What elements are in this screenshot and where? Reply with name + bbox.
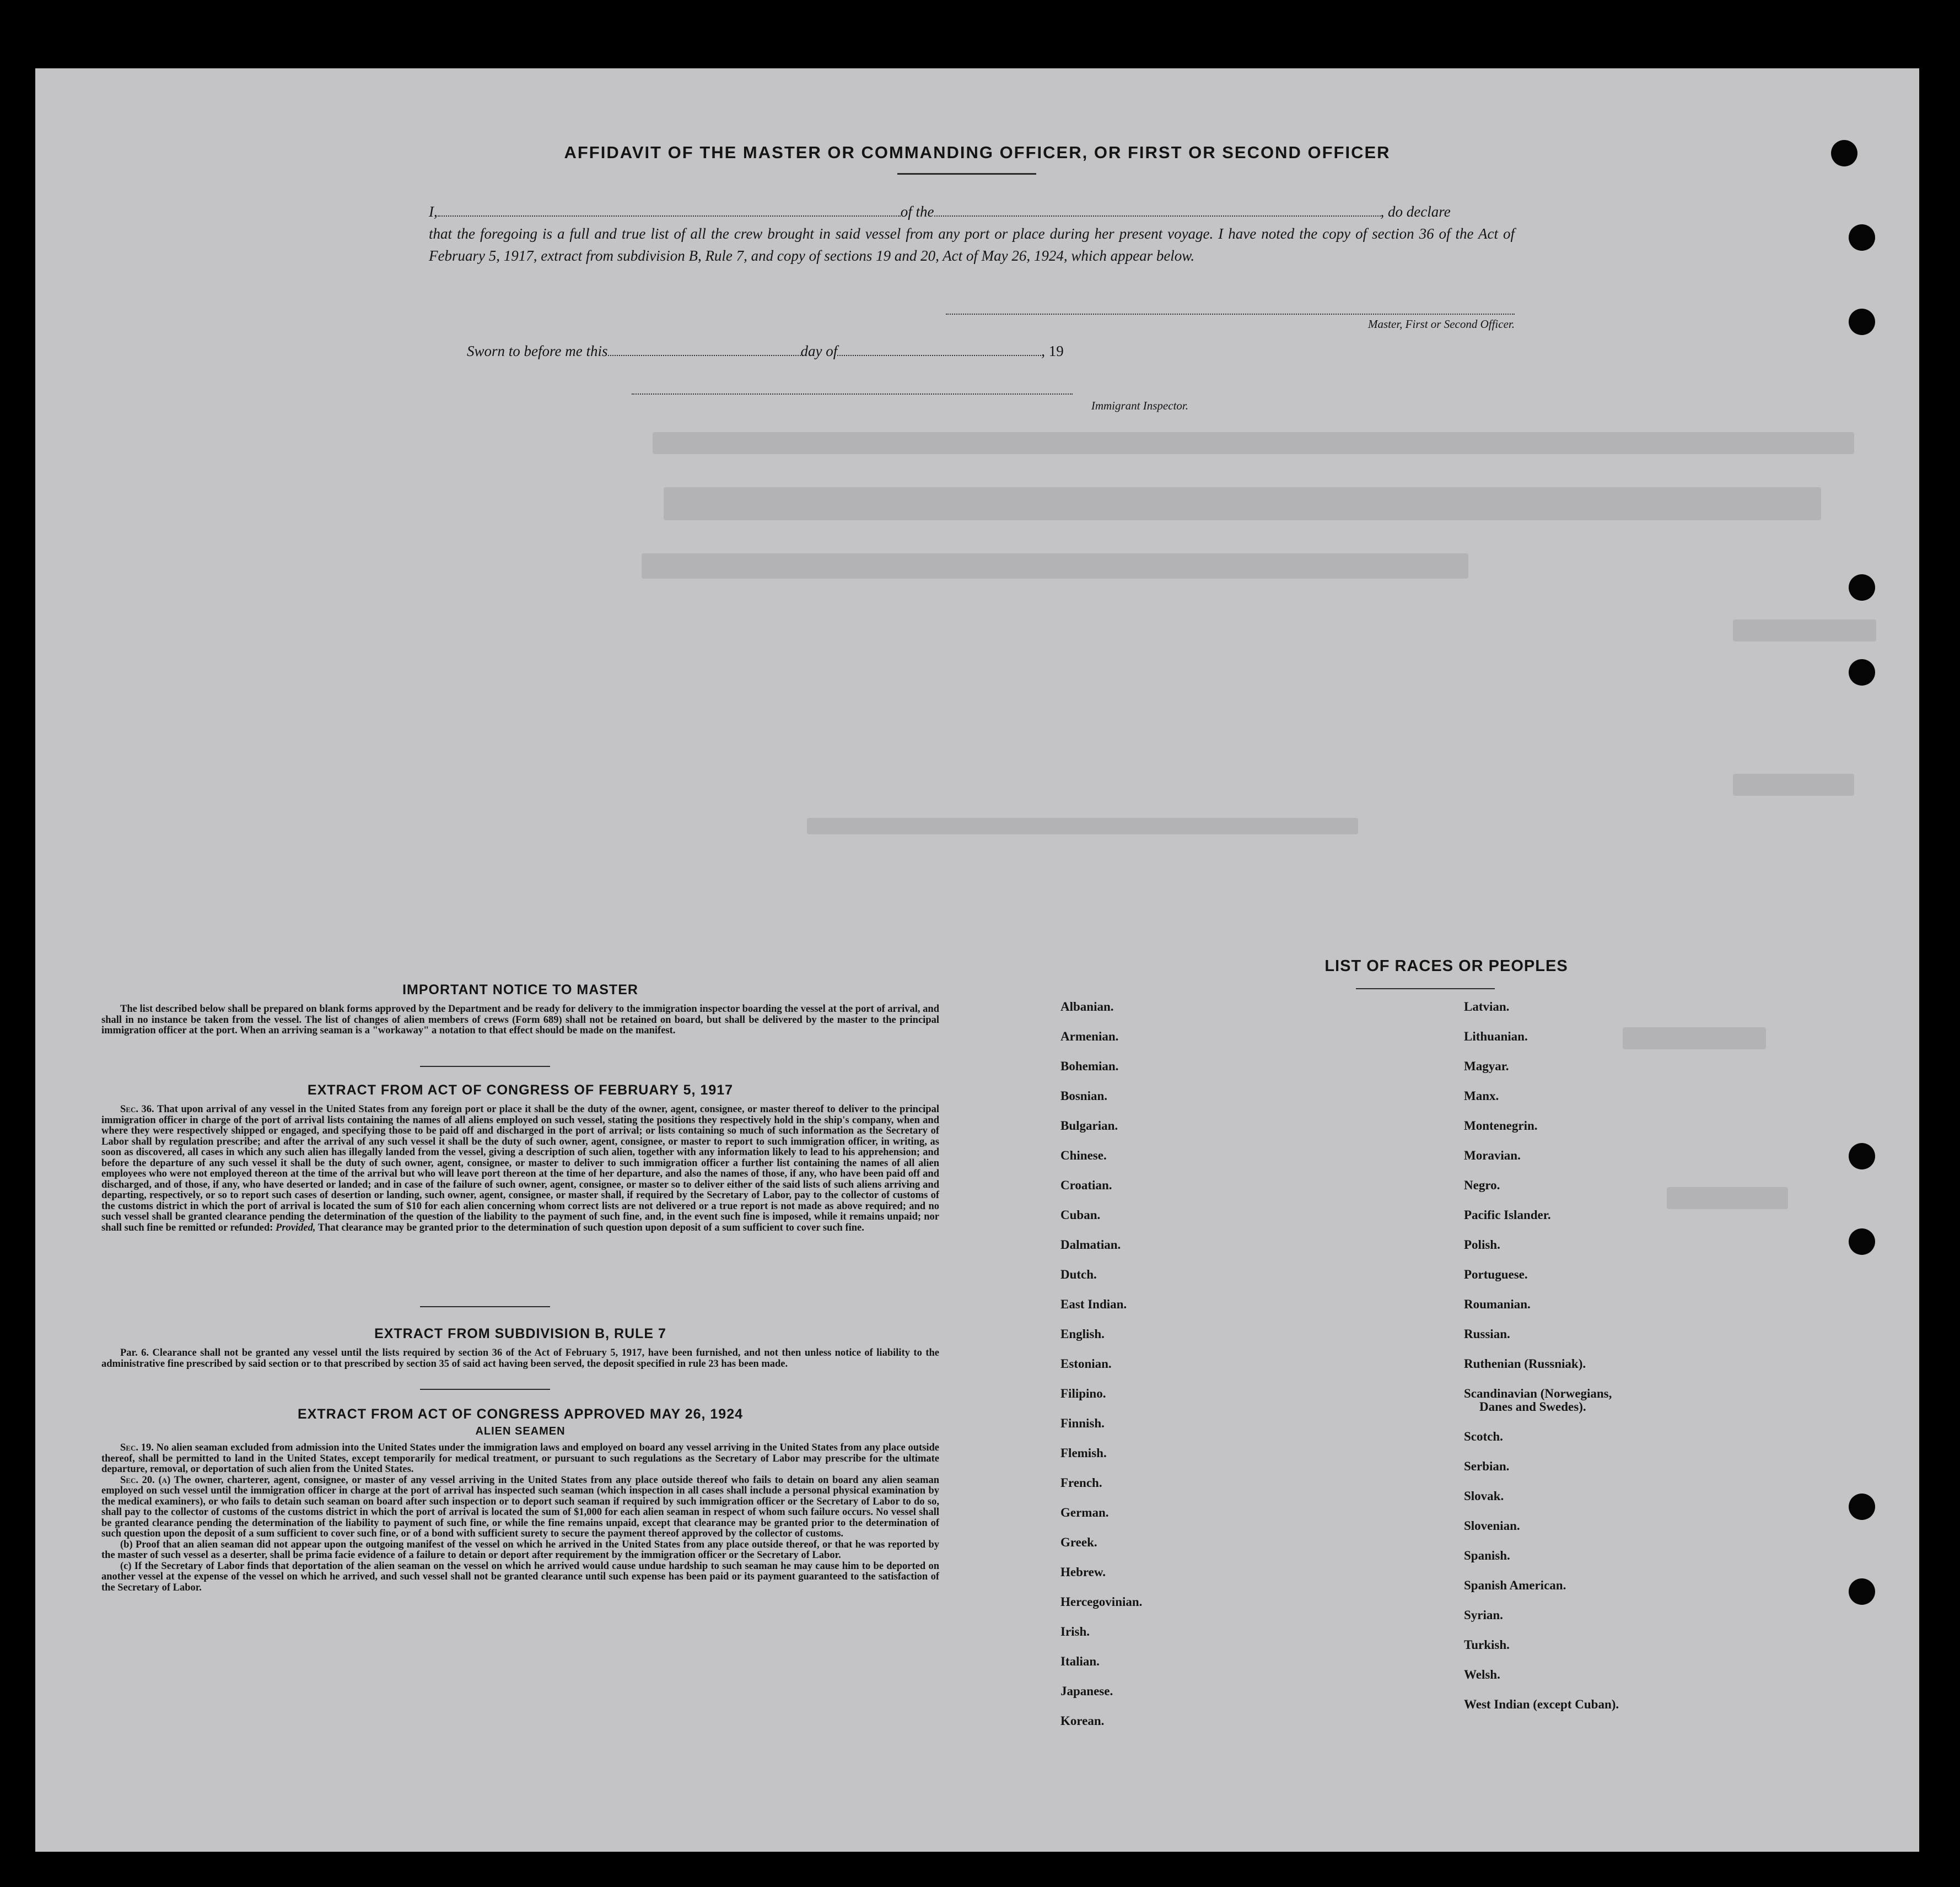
master-signature-line (946, 314, 1515, 315)
punch-hole (1849, 1228, 1875, 1255)
divider (420, 1066, 550, 1067)
section-36-text: That upon arrival of any vessel in the United States from any foreign port or place it shall be the duty of the owner, agent, consignee, or master thereof to deliver to the principal immigration officer in charge of the port of arrival lists containing the names of all aliens employed on such vessel, stating the positions they respectively hold in the ship's company, when and where they were respectively shipped or engaged, and specifying those to be paid off and discharged in the port of arrival; or lists containing so much of such information as the Secretary of Labor shall by regulation prescribe; and after the arrival of any such vessel it shall be the duty of such owner, agent, consignee, or master to report to such immigration officer, in writing, as soon as discovered, all cases in which any such alien has illegally landed from the vessel, giving a description of such alien, together with any information likely to lead to his apprehension; and before the departure of any such vessel it shall be the duty of such owner, agent, consignee, or master to deliver to such immigration officer a further list containing the names of all alien employees who were not employed thereon at the time of the arrival but who will leave port thereon at the time of her departure, and also the names of those, if any, who have been paid off and discharged, and of those, if any, who have deserted or landed; and in case of the failure of such owner, agent, consignee, or master so to deliver either of the said lists of such aliens arriving and departing, respectively, or so to report such cases of desertion or landing, such owner, agent, consignee, or master shall, if required by the Secretary of Labor, pay to the collector of customs of the customs district in which the port of arrival is located the sum of $10 for each alien concerning whom correct lists are not delivered or a true report is not made as above required; and no such vessel shall be granted clearance pending the determination of the question of the liability to the payment of such fine, and, in the event such fine is imposed, while it remains unpaid; nor shall such fine be remitted or refunded: (101, 1104, 939, 1233)
race-item: English. (1060, 1327, 1105, 1341)
race-item: Lithuanian. (1464, 1029, 1528, 1043)
races-title: LIST OF RACES OR PEOPLES (1324, 957, 1568, 975)
race-item: Chinese. (1060, 1149, 1107, 1162)
sec19-text: No alien seaman excluded from admission into the United States under the immigration laws and employed on board any vessel arriving in the United States from any place outside thereof, shall be permitted to land in the United States, except temporarily for medical treatment, or pursuant to such regulations as the Secretary of Labor may prescribe for the ultimate departure, removal, or deportation of such alien from the United States. (101, 1442, 940, 1475)
punch-hole (1849, 574, 1875, 601)
declaration-of-the: of the (900, 203, 934, 220)
punch-hole (1849, 659, 1875, 686)
race-item: French. (1060, 1476, 1102, 1490)
inspector-caption: Immigrant Inspector. (1091, 399, 1188, 412)
race-item: Finnish. (1060, 1416, 1105, 1430)
day-blank (608, 342, 801, 356)
race-item: Hercegovinian. (1060, 1595, 1143, 1609)
race-item: Spanish. (1464, 1549, 1510, 1563)
declaration-line (429, 201, 1515, 223)
race-item: Pacific Islander. (1464, 1208, 1551, 1222)
affidavit-text: that the foregoing is a full and true list of all the crew brought in said vessel from any port or place during her present voyage. I have noted the copy of section 36 of the Act of February 5, 1917, extract from subdivision B, Rule 7, and copy of sections 19 and 20, Act of May 26, 1924, which appear below. (429, 225, 1515, 264)
race-item: Greek. (1060, 1535, 1097, 1549)
race-item: German. (1060, 1506, 1109, 1519)
extract-1924-title: EXTRACT FROM ACT OF CONGRESS APPROVED MAY 26, 1924 (297, 1406, 744, 1422)
bleed-through-mark (1733, 619, 1876, 641)
race-item: Croatian. (1060, 1178, 1112, 1192)
race-item: Dutch. (1060, 1268, 1097, 1281)
punch-hole (1849, 1494, 1875, 1520)
race-item: Montenegrin. (1464, 1119, 1538, 1133)
race-item: Korean. (1060, 1714, 1105, 1728)
race-item: Polish. (1464, 1238, 1500, 1252)
race-item: Dalmatian. (1060, 1238, 1121, 1252)
inspector-signature-line (632, 393, 1073, 395)
punch-hole (1849, 1143, 1875, 1169)
race-item: Italian. (1060, 1654, 1100, 1668)
race-item: East Indian. (1060, 1297, 1127, 1311)
sec20b-text: (b) Proof that an alien seaman did not appear upon the outgoing manifest of the vessel on which he arrived in the United States from any place outside thereof, or that he was reported by the master of such vessel as a deserter, shall be prima facie evidence of a failure to detain or deport after requirement by the immigration officer or the Secretary of Labor. (101, 1539, 939, 1561)
affidavit-title: AFFIDAVIT OF THE MASTER OR COMMANDING OFFICER, OR FIRST OR SECOND OFFICER (564, 143, 1391, 162)
race-item: Syrian. (1464, 1608, 1503, 1622)
race-item: Welsh. (1464, 1668, 1500, 1682)
notice-title: IMPORTANT NOTICE TO MASTER (402, 982, 638, 998)
sworn-line (467, 342, 1064, 360)
vessel-blank (934, 202, 1381, 217)
race-item: Slovak. (1464, 1489, 1504, 1503)
notice-body: The list described below shall be prepared on blank forms approved by the Department and be ready for delivery to the immigration inspector boarding the vessel at the port of arrival, and shall in no instance be taken from the vessel. The list of changes of alien members of crews (Form 689) shall not be retained on board, but shall be delivered by the master to the principal immigration officer at the port. When an arriving seaman is a "workaway" a notation to that effect should be made on the manifest. (101, 1004, 939, 1036)
sec20c-text: (c) If the Secretary of Labor finds that deportation of the alien seaman on the vessel on which he arrived would cause undue hardship to such seaman he may cause him to be deported on another vessel at the expense of the vessel on which he arrived, and such vessel shall not be granted clearance until such expense has been paid or its payment guaranteed to the satisfaction of the Secretary of Labor. (101, 1560, 939, 1593)
declaration-i: I, (429, 203, 438, 220)
race-item: Japanese. (1060, 1684, 1113, 1698)
race-item: Turkish. (1464, 1638, 1510, 1652)
race-item: Russian. (1464, 1327, 1510, 1341)
bleed-through-mark (653, 432, 1854, 454)
race-item: Latvian. (1464, 1000, 1510, 1013)
race-item: Bohemian. (1060, 1059, 1119, 1073)
race-item: Spanish American. (1464, 1578, 1566, 1593)
extract-1917-title: EXTRACT FROM ACT OF CONGRESS OF FEBRUARY 5, 1917 (307, 1082, 734, 1098)
provided-text: That clearance may be granted prior to the determination of such question upon deposit of a sum sufficient to cover such fine. (317, 1222, 864, 1233)
race-item: Scotch. (1464, 1430, 1503, 1444)
sworn-start: Sworn to before me this (467, 343, 608, 359)
sec19-label: Sec. 19. (120, 1442, 154, 1453)
race-item: Serbian. (1464, 1459, 1510, 1474)
race-item: Albanian. (1060, 1000, 1114, 1013)
affidavit-body (429, 201, 1515, 267)
month-blank (837, 342, 1041, 356)
punch-hole (1849, 309, 1875, 335)
sworn-day-of: day of (800, 343, 838, 359)
race-item: Cuban. (1060, 1208, 1101, 1222)
race-item: Filipino. (1060, 1387, 1106, 1400)
bleed-through-mark (1623, 1027, 1766, 1049)
race-item: Roumanian. (1464, 1297, 1531, 1311)
race-item: Negro. (1464, 1178, 1500, 1192)
sec20-label: Sec. 20. (a) (120, 1474, 171, 1486)
race-item: West Indian (except Cuban). (1464, 1697, 1619, 1712)
declaration-end: , do declare (1380, 203, 1451, 220)
punch-hole (1849, 1578, 1875, 1605)
race-item: Ruthenian (Russniak). (1464, 1357, 1586, 1371)
race-item: Slovenian. (1464, 1519, 1520, 1533)
bleed-through-mark (807, 818, 1358, 834)
provided-label: Provided, (276, 1222, 316, 1233)
extract-1917-body (101, 1104, 939, 1233)
bleed-through-mark (642, 553, 1468, 579)
divider (420, 1306, 550, 1307)
master-signature-caption: Master, First or Second Officer. (1368, 317, 1515, 331)
race-item: Bulgarian. (1060, 1119, 1118, 1133)
race-item: Armenian. (1060, 1029, 1119, 1043)
section-label: Sec. 36. (120, 1104, 154, 1115)
extract-rule7-title: EXTRACT FROM SUBDIVISION B, RULE 7 (374, 1326, 666, 1341)
extract-1924-subtitle: ALIEN SEAMEN (475, 1425, 566, 1437)
races-title-rule (1356, 988, 1495, 989)
sec20a-text: The owner, charterer, agent, consignee, or master of any vessel arriving in the United States from any place outside thereof who fails to detain on board any alien seaman employed on such vessel until the immigration officer in charge at the port of arrival has inspected such seaman (which inspection in all cases shall include a personal physical examination by the medical examiners), or who fails to detain such seaman on board after such inspection or to deport such seaman if required by such immigration officer or the Secretary of Labor to do so, shall pay to the collector of customs of the customs district in which the port of arrival is located the sum of $1,000 for each alien seaman in respect of whom such failure occurs. No vessel shall be granted clearance pending the determination of the liability to payment of such fine, or while the fine remains unpaid, except that clearance may be granted prior to the determination of such question upon the deposit of a sum sufficient to cover such fine, or of a bond with sufficient surety to secure the payment thereof approved by the collector of customs. (101, 1474, 940, 1539)
bleed-through-mark (1667, 1187, 1788, 1209)
race-item: Hebrew. (1060, 1565, 1106, 1579)
extract-rule7-body: Par. 6. Clearance shall not be granted any vessel until the lists required by section 36 of the Act of February 5, 1917, have been furnished, and not then unless notice of liability to the administrative fine prescribed by said section or to that prescribed by section 35 of said act having been served, the deposit specified in rule 23 has been made. (101, 1347, 939, 1370)
bleed-through-mark (664, 487, 1821, 520)
bleed-through-mark (1733, 774, 1854, 796)
race-item: Scandinavian (Norwegians, (1464, 1387, 1612, 1400)
race-item: Portuguese. (1464, 1268, 1528, 1281)
name-blank (438, 202, 901, 217)
race-item: Flemish. (1060, 1446, 1107, 1460)
punch-hole (1849, 224, 1875, 251)
document-page (35, 68, 1919, 1852)
race-item: Estonian. (1060, 1357, 1112, 1371)
race-item: Danes and Swedes). (1479, 1400, 1586, 1414)
divider (420, 1389, 550, 1390)
race-item: Bosnian. (1060, 1089, 1108, 1103)
race-item: Manx. (1464, 1089, 1499, 1103)
extract-1924-body (101, 1443, 939, 1593)
sworn-year: , 19 (1041, 343, 1064, 359)
title-rule (897, 173, 1036, 175)
race-item: Magyar. (1464, 1059, 1509, 1073)
race-item: Irish. (1060, 1625, 1090, 1638)
race-item: Moravian. (1464, 1149, 1521, 1162)
